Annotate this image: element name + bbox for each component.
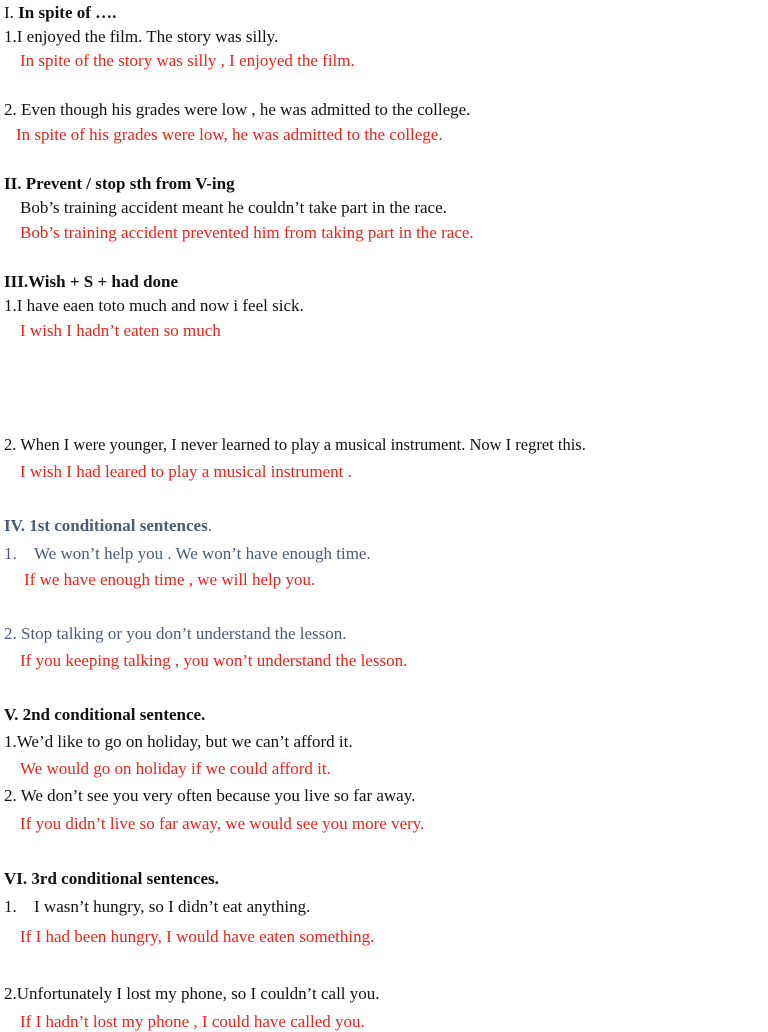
section-2-question-1: Bob’s training accident meant he couldn’t take part in the race. <box>20 198 447 217</box>
section-1-heading-text: In spite of …. <box>18 3 117 22</box>
section-3-heading: III.Wish + S + had done <box>4 272 179 291</box>
section-5-question-2: 2. We don’t see you very often because you live so far away. <box>4 786 416 805</box>
section-4-heading-dot: . <box>207 516 212 535</box>
section-2-heading: II. Prevent / stop sth from V-ing <box>4 174 235 193</box>
section-6-question-2: 2.Unfortunately I lost my phone, so I couldn’t call you. <box>4 984 380 1003</box>
section-1-heading-prefix: I. <box>4 3 19 22</box>
section-6-heading: VI. 3rd conditional sentences. <box>4 869 219 888</box>
section-6-answer-1: If I had been hungry, I would have eaten something. <box>20 927 375 946</box>
section-4-question-2: 2. Stop talking or you don’t understand the lesson. <box>4 624 347 643</box>
section-1-question-2: 2. Even though his grades were low , he was admitted to the college. <box>4 100 471 119</box>
section-5-question-1: 1.We’d like to go on holiday, but we can’t afford it. <box>4 732 353 751</box>
section-2-answer-1: Bob’s training accident prevented him from taking part in the race. <box>20 223 474 242</box>
section-4-heading-text: IV. 1st conditional sentences <box>4 516 208 535</box>
section-5-answer-2: If you didn’t live so far away, we would see you more very. <box>20 814 425 833</box>
section-4-heading <box>4 516 212 536</box>
section-5-answer-1: We would go on holiday if we could afford it. <box>20 759 331 778</box>
section-4-answer-1: If we have enough time , we will help you. <box>24 570 316 589</box>
section-4-question-1: We won’t help you . We won’t have enough time. <box>34 544 371 563</box>
section-6-question-1-number: 1. <box>4 897 17 916</box>
section-5-heading: V. 2nd conditional sentence. <box>4 705 206 724</box>
section-3-question-2: 2. When I were younger, I never learned to play a musical instrument. Now I regret this. <box>4 435 586 454</box>
section-4-question-1-number: 1. <box>4 544 17 563</box>
section-1-heading <box>4 3 116 23</box>
section-4-answer-2: If you keeping talking , you won’t understand the lesson. <box>20 651 408 670</box>
section-3-answer-2: I wish I had leared to play a musical instrument . <box>20 462 352 481</box>
section-3-question-1: 1.I have eaen toto much and now i feel sick. <box>4 296 304 315</box>
section-3-answer-1: I wish I hadn’t eaten so much <box>20 321 221 340</box>
section-1-question-1: 1.I enjoyed the film. The story was silly. <box>4 27 279 46</box>
section-6-question-1: I wasn’t hungry, so I didn’t eat anything. <box>34 897 311 916</box>
section-6-answer-2: If I hadn’t lost my phone , I could have called you. <box>20 1012 365 1031</box>
section-1-answer-2: In spite of his grades were low, he was admitted to the college. <box>16 125 443 144</box>
section-1-answer-1: In spite of the story was silly , I enjoyed the film. <box>20 51 355 70</box>
